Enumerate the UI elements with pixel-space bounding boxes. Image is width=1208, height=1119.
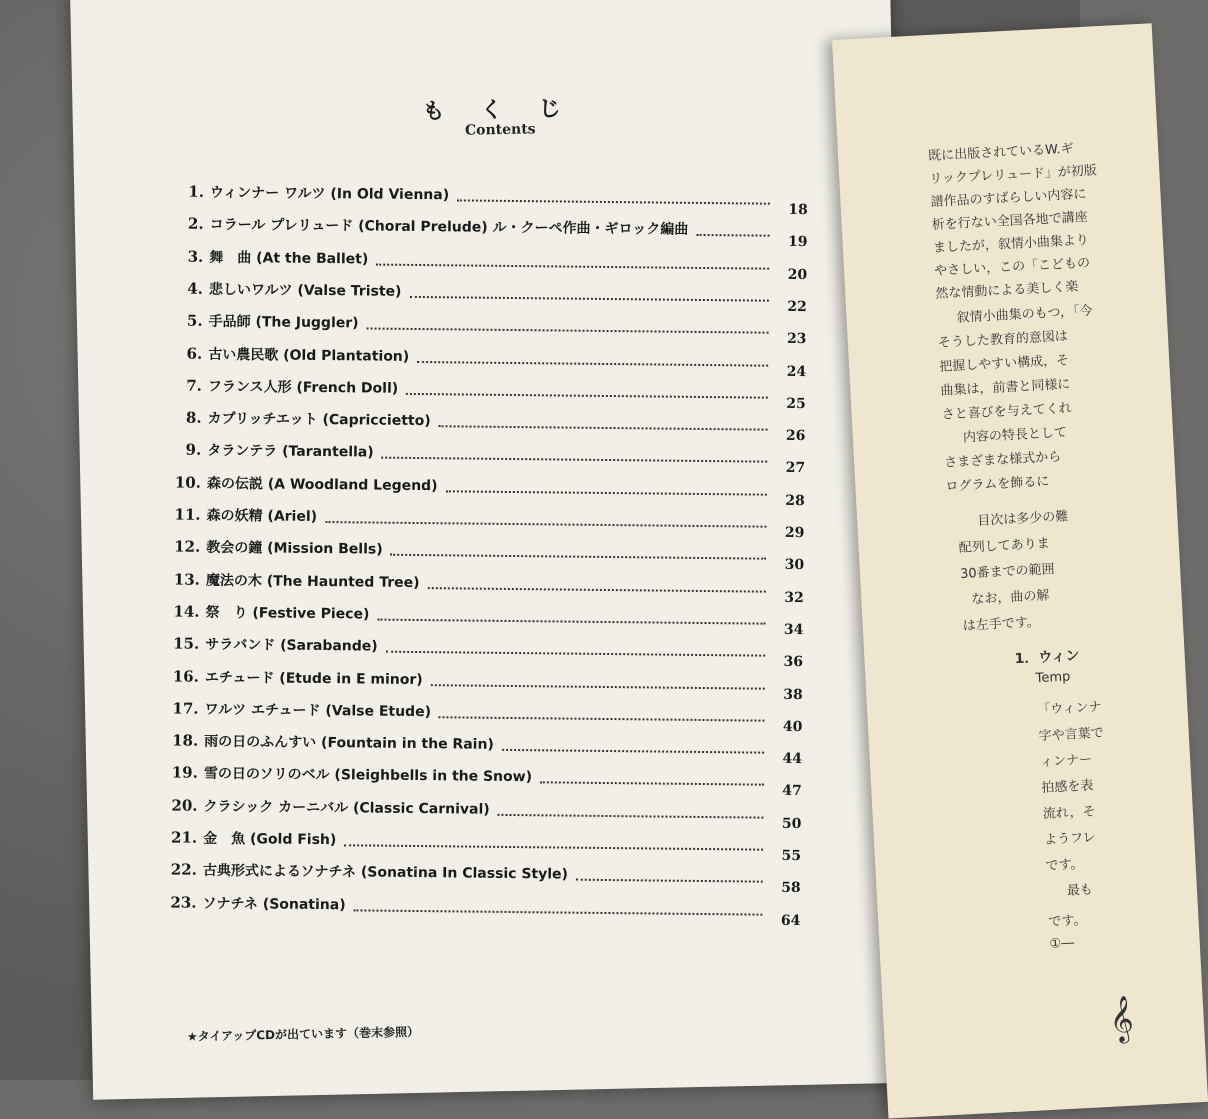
toc-entry-title: 魔法の木 (The Haunted Tree) bbox=[205, 572, 420, 591]
toc-entry-title: 祭 り (Festive Piece) bbox=[205, 604, 370, 623]
toc-entry-title: 古典形式によるソナチネ (Sonatina In Classic Style) bbox=[202, 863, 569, 883]
toc-entry-page: 26 bbox=[785, 427, 806, 445]
toc-entry bbox=[166, 892, 806, 929]
toc-entry-page: 22 bbox=[787, 298, 807, 315]
toc-entry-number: 13. bbox=[173, 570, 201, 589]
toc-entry-title: クラシック カーニバル (Classic Carnival) bbox=[203, 798, 490, 818]
toc-entry bbox=[173, 214, 813, 251]
toc-entry bbox=[170, 569, 810, 606]
preface-line: 拍感を表 bbox=[1041, 778, 1094, 797]
preface-line: そうした教育的意図は bbox=[937, 329, 1069, 351]
preface-line: 然な情動による美しく楽 bbox=[935, 279, 1079, 302]
toc-entry-title: 教会の鐘 (Mission Bells) bbox=[206, 540, 383, 558]
toc-entry-number: 8. bbox=[185, 408, 202, 427]
toc-leader-dots bbox=[439, 423, 768, 430]
toc-leader-dots bbox=[497, 812, 763, 819]
preface-line: 配列してありま bbox=[958, 536, 1051, 557]
preface-line: 字や言葉で bbox=[1038, 725, 1105, 745]
preface-line: 譜作品のすばらしい内容に bbox=[930, 186, 1087, 211]
toc-leader-dots bbox=[502, 747, 764, 754]
toc-entry-title: 森の伝説 (A Woodland Legend) bbox=[206, 475, 438, 494]
preface-line: 叙情小曲集のもつ，「今 bbox=[956, 303, 1093, 326]
toc-entry-title: 古い農民歌 (Old Plantation) bbox=[208, 346, 410, 365]
preface-line: 「ウィンナ bbox=[1036, 699, 1102, 719]
toc-entry-number: 15. bbox=[173, 634, 200, 653]
preface-line: 目次は多少の難 bbox=[977, 509, 1069, 530]
preface-line: 最も bbox=[1066, 882, 1094, 899]
treble-clef-icon: 𝄞 bbox=[1108, 995, 1135, 1043]
toc-leader-dots bbox=[410, 294, 769, 302]
toc-entry-number: 10. bbox=[174, 473, 202, 492]
toc-entry-number: 11. bbox=[174, 505, 201, 524]
toc-entry-page: 20 bbox=[787, 266, 808, 283]
toc-entry-title: 雨の日のふんすい (Fountain in the Rain) bbox=[204, 733, 494, 753]
toc-entry-page: 18 bbox=[788, 201, 808, 219]
toc-entry-number: 22. bbox=[170, 860, 197, 880]
toc-entry bbox=[168, 731, 808, 768]
toc-entry-page: 25 bbox=[786, 395, 806, 412]
toc-entry-number: 3. bbox=[187, 247, 204, 266]
toc-entry-page: 64 bbox=[780, 912, 801, 929]
toc-entry-number: 14. bbox=[173, 602, 200, 621]
toc-leader-dots bbox=[381, 455, 767, 463]
toc-entry bbox=[169, 634, 809, 671]
toc-entry bbox=[173, 278, 813, 315]
toc-entry-number: 16. bbox=[172, 666, 200, 686]
toc-leader-dots bbox=[697, 232, 770, 237]
toc-entry-page: 24 bbox=[786, 363, 807, 380]
toc-entry-page: 27 bbox=[785, 460, 806, 477]
toc-leader-dots bbox=[353, 907, 762, 915]
toc-entry-page: 44 bbox=[782, 750, 803, 768]
toc-entry-page: 38 bbox=[783, 686, 803, 703]
toc-entry-number: 4. bbox=[187, 279, 204, 298]
toc-entry-title: 舞 曲 (At the Ballet) bbox=[209, 249, 369, 268]
footer-note: ★タイアップCDが出ています（巻末参照） bbox=[186, 1024, 420, 1044]
toc-leader-dots bbox=[406, 391, 768, 399]
toc-entry-title: フランス人形 (French Doll) bbox=[207, 378, 399, 397]
toc-entry-page: 28 bbox=[785, 492, 805, 509]
toc-entry-page: 47 bbox=[782, 783, 802, 800]
toc-leader-dots bbox=[457, 197, 770, 204]
toc-entry bbox=[171, 408, 811, 445]
toc-entry-page: 55 bbox=[781, 847, 802, 865]
preface-line: 曲集は，前書と同様に bbox=[940, 377, 1071, 399]
toc-entry bbox=[172, 375, 812, 412]
preface-line: です。 bbox=[1048, 912, 1087, 930]
toc-entry-number: 2. bbox=[187, 214, 204, 234]
toc-entry-page: 34 bbox=[783, 621, 804, 638]
toc-entry-number: 18. bbox=[172, 731, 199, 750]
toc-entry-title: 金 魚 (Gold Fish) bbox=[203, 830, 337, 849]
toc-entry-number: 20. bbox=[171, 796, 198, 815]
toc-leader-dots bbox=[576, 877, 763, 883]
toc-entry bbox=[169, 601, 809, 638]
preface-line: Temp bbox=[1035, 669, 1071, 687]
preface-line: 析を行ない全国各地で講座 bbox=[931, 209, 1089, 234]
toc-leader-dots bbox=[431, 682, 765, 689]
toc-entry bbox=[173, 246, 813, 283]
toc-entry-number: 1. bbox=[188, 182, 205, 201]
preface-line: なお，曲の解 bbox=[971, 588, 1050, 608]
toc-entry bbox=[171, 472, 811, 509]
preface-line: ログラムを飾るに bbox=[945, 474, 1050, 495]
toc-entry bbox=[168, 698, 808, 735]
toc-entry bbox=[167, 795, 807, 832]
toc-entry-number: 5. bbox=[186, 311, 203, 330]
toc-entry bbox=[174, 181, 814, 219]
preface-line: リックプレリュード」が初版 bbox=[929, 163, 1098, 188]
toc-entry-page: 19 bbox=[787, 234, 808, 251]
preface-line: さと喜びを与えてくれ bbox=[941, 400, 1073, 423]
toc-leader-dots bbox=[367, 326, 769, 334]
toc-leader-dots bbox=[540, 780, 764, 786]
preface-line: ましたが，叙情小曲集より bbox=[932, 232, 1090, 256]
toc-entry-page: 58 bbox=[781, 880, 801, 897]
toc-entry-page: 36 bbox=[783, 654, 804, 671]
toc-entry bbox=[172, 311, 812, 348]
toc-entry-title: カプリッチエット (Capriccietto) bbox=[207, 410, 431, 430]
preface-line: 既に出版されているW.ギ bbox=[927, 141, 1074, 165]
toc-entry-page: 29 bbox=[784, 524, 805, 542]
toc-entry-number: 7. bbox=[186, 376, 203, 395]
toc-entry-number: 21. bbox=[171, 828, 198, 847]
toc-entry-page: 23 bbox=[786, 331, 807, 348]
preface-page bbox=[832, 23, 1208, 1118]
toc-entry-title: 手品師 (The Juggler) bbox=[208, 313, 359, 332]
toc-entry-title: エチュード (Etude in E minor) bbox=[204, 669, 423, 688]
toc-entry-title: 悲しいワルツ (Valse Triste) bbox=[208, 281, 402, 300]
toc-entry-title: サラバンド (Sarabande) bbox=[205, 636, 378, 655]
toc-entry bbox=[169, 666, 809, 703]
preface-line: は左手です。 bbox=[962, 614, 1041, 634]
preface-line: やさしい，この「こどもの bbox=[933, 255, 1091, 279]
toc-entry bbox=[172, 343, 812, 380]
toc-entry-title: ソナチネ (Sonatina) bbox=[202, 895, 346, 913]
toc-entry bbox=[170, 537, 810, 574]
toc-entry bbox=[167, 827, 807, 865]
toc-entry-number: 9. bbox=[185, 440, 202, 460]
toc-entry bbox=[171, 440, 811, 477]
preface-line: 30番までの範囲 bbox=[959, 562, 1055, 583]
toc-leader-dots bbox=[390, 552, 766, 560]
toc-entry-title: ウィンナー ワルツ (In Old Vienna) bbox=[209, 184, 450, 204]
page-title-jp: もくじ bbox=[422, 96, 597, 125]
toc-entry-page: 30 bbox=[784, 557, 805, 574]
toc-leader-dots bbox=[417, 358, 768, 366]
table-of-contents bbox=[65, 0, 896, 1086]
preface-line: ①― bbox=[1049, 935, 1075, 952]
preface-line: さまざまな様式から bbox=[943, 449, 1062, 471]
toc-entry-title: 森の妖精 (Ariel) bbox=[206, 507, 318, 525]
toc-entry-number: 6. bbox=[186, 344, 203, 363]
toc-leader-dots bbox=[344, 842, 763, 850]
preface-line: 1．ウィン bbox=[1014, 647, 1080, 668]
toc-entry-number: 17. bbox=[172, 699, 199, 718]
toc-leader-dots bbox=[428, 585, 766, 593]
toc-leader-dots bbox=[446, 488, 767, 495]
toc-entry bbox=[170, 504, 810, 542]
toc-leader-dots bbox=[326, 519, 767, 528]
page-title-en: Contents bbox=[464, 121, 536, 139]
toc-entry-number: 12. bbox=[174, 537, 201, 557]
preface-line: 流れ，そ bbox=[1042, 804, 1096, 823]
toc-entry-title: コラール プレリュード (Choral Prelude) ル・クーペ作曲・ギロック編曲 bbox=[209, 217, 689, 239]
toc-entry-page: 40 bbox=[782, 718, 803, 735]
preface-line: ようフレ bbox=[1043, 830, 1096, 848]
toc-entry-title: 雪の日のソリのベル (Sleighbells in the Snow) bbox=[203, 766, 533, 786]
toc-entry-page: 50 bbox=[781, 815, 802, 832]
preface-line: ィンナー bbox=[1039, 752, 1093, 771]
toc-leader-dots bbox=[438, 714, 764, 721]
toc-entry-title: タランテラ (Tarantella) bbox=[207, 443, 374, 461]
toc-entry-number: 19. bbox=[171, 763, 198, 783]
toc-entry bbox=[168, 763, 808, 800]
toc-leader-dots bbox=[376, 261, 769, 269]
toc-entry-title: ワルツ エチュード (Valse Etude) bbox=[204, 701, 432, 720]
toc-leader-dots bbox=[386, 649, 765, 657]
preface-line: 把握しやすい構成，そ bbox=[938, 353, 1070, 375]
contents-page bbox=[70, 0, 913, 1100]
toc-leader-dots bbox=[377, 616, 765, 624]
preface-line: です。 bbox=[1045, 856, 1084, 874]
preface-line: 内容の特長として bbox=[962, 425, 1068, 446]
toc-entry-number: 23. bbox=[170, 893, 197, 912]
toc-entry bbox=[167, 860, 807, 897]
toc-entry-page: 32 bbox=[784, 589, 804, 606]
